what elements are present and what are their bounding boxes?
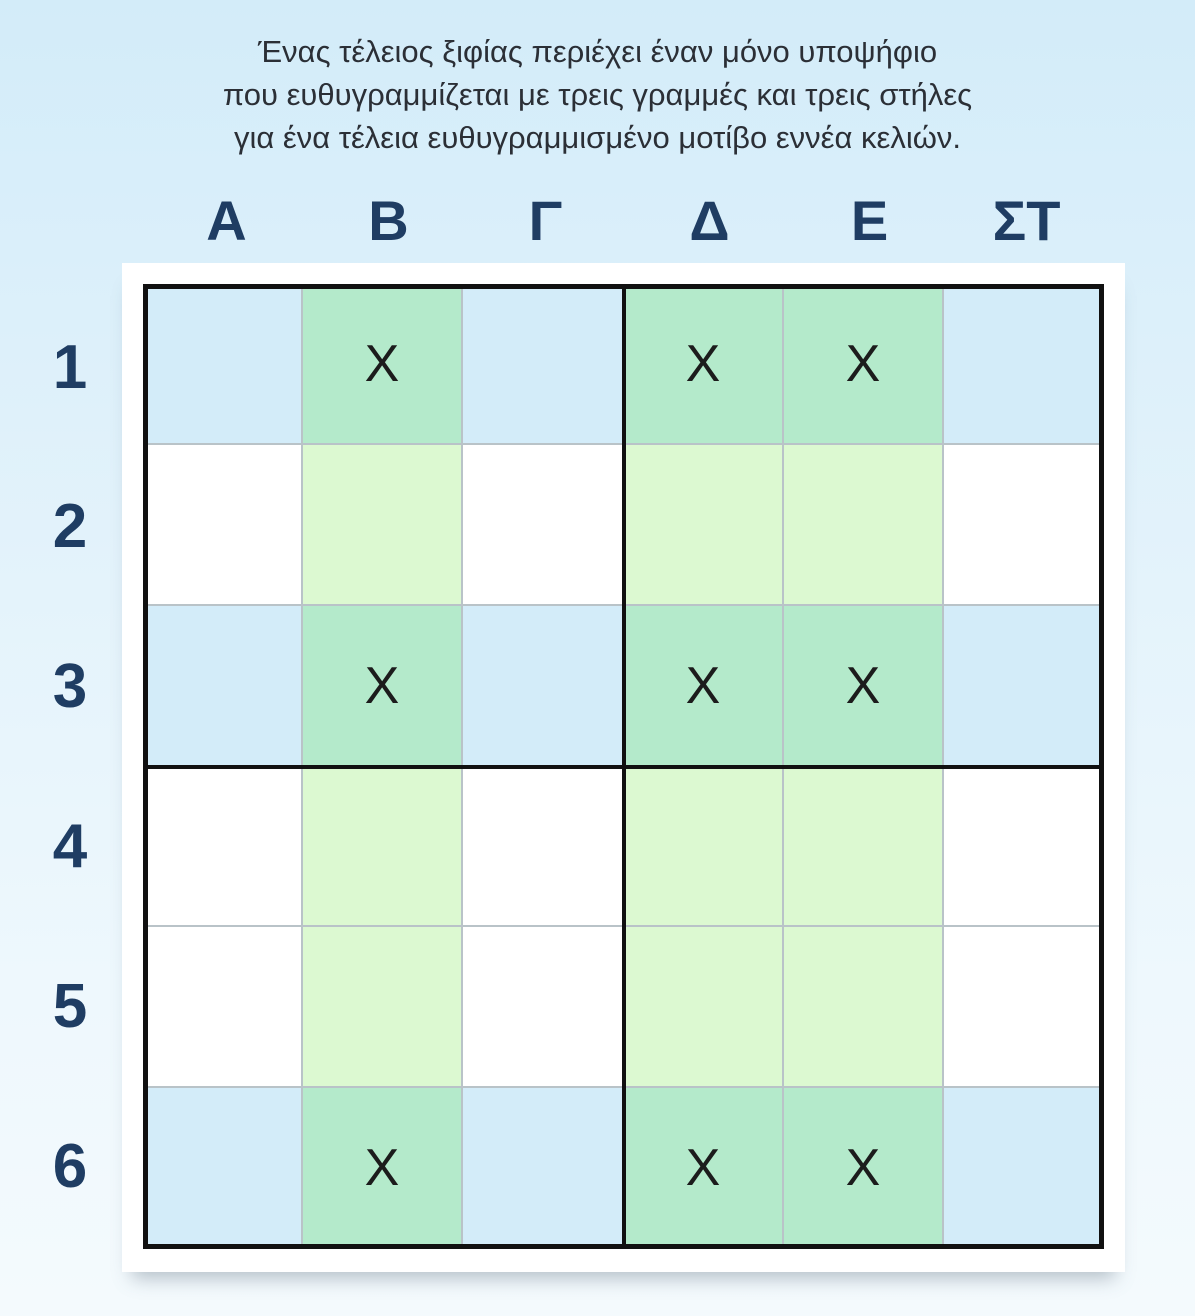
cell-r2-c[interactable] <box>463 445 624 606</box>
cell-r5-e[interactable] <box>784 927 944 1088</box>
cell-r6-e[interactable] <box>784 1088 944 1249</box>
cell-r3-a[interactable] <box>143 606 303 767</box>
sudoku-board <box>143 284 1104 1249</box>
candidate-mark: X <box>685 656 721 715</box>
cell-r1-a[interactable] <box>143 284 303 445</box>
cell-r6-a[interactable] <box>143 1088 303 1249</box>
cell-r5-f[interactable] <box>944 927 1104 1088</box>
column-header-c: Γ <box>528 189 563 252</box>
candidate-mark: X <box>685 334 721 393</box>
cell-r5-d[interactable] <box>624 927 784 1088</box>
cell-r4-f[interactable] <box>944 767 1104 927</box>
cell-r3-b[interactable] <box>303 606 463 767</box>
caption-line-1: Ένας τέλειος ξιφίας περιέχει έναν μόνο υποψήφιο <box>257 34 938 69</box>
caption-line-2: που ευθυγραμμίζεται με τρεις γραμμές και τρεις στήλες <box>222 77 973 112</box>
cell-r3-e[interactable] <box>784 606 944 767</box>
cell-r6-b[interactable] <box>303 1088 463 1249</box>
row-header-6: 6 <box>52 1132 88 1201</box>
cell-r3-f[interactable] <box>944 606 1104 767</box>
cell-r4-c[interactable] <box>463 767 624 927</box>
cell-r2-d[interactable] <box>624 445 784 606</box>
cell-r1-e[interactable] <box>784 284 944 445</box>
row-header-1: 1 <box>52 333 88 402</box>
cell-r2-b[interactable] <box>303 445 463 606</box>
candidate-mark: X <box>845 334 881 393</box>
caption-line-3: για ένα τέλεια ευθυγραμμισμένο μοτίβο εννέα κελιών. <box>233 120 962 155</box>
column-header-d: Δ <box>689 189 730 252</box>
row-header-3: 3 <box>52 652 88 721</box>
cell-r1-f[interactable] <box>944 284 1104 445</box>
candidate-mark: X <box>364 1138 400 1197</box>
cell-r6-d[interactable] <box>624 1088 784 1249</box>
column-header-a: Α <box>206 189 247 252</box>
candidate-mark: X <box>845 1138 881 1197</box>
cell-r4-a[interactable] <box>143 767 303 927</box>
cell-r4-d[interactable] <box>624 767 784 927</box>
cell-r5-a[interactable] <box>143 927 303 1088</box>
column-header-f: ΣΤ <box>992 189 1061 252</box>
candidate-mark: X <box>685 1138 721 1197</box>
cell-r4-b[interactable] <box>303 767 463 927</box>
cell-r1-c[interactable] <box>463 284 624 445</box>
candidate-mark: X <box>845 656 881 715</box>
cell-r2-f[interactable] <box>944 445 1104 606</box>
cell-r6-c[interactable] <box>463 1088 624 1249</box>
cell-r4-e[interactable] <box>784 767 944 927</box>
cell-r5-b[interactable] <box>303 927 463 1088</box>
cell-r3-c[interactable] <box>463 606 624 767</box>
cell-r6-f[interactable] <box>944 1088 1104 1249</box>
box-divider-horizontal <box>143 765 1104 769</box>
cell-r1-d[interactable] <box>624 284 784 445</box>
column-header-e: Ε <box>850 189 889 252</box>
cell-r1-b[interactable] <box>303 284 463 445</box>
row-header-2: 2 <box>52 492 88 561</box>
cell-r3-d[interactable] <box>624 606 784 767</box>
cell-r2-a[interactable] <box>143 445 303 606</box>
puzzle-caption <box>0 30 1195 159</box>
row-header-5: 5 <box>52 972 88 1041</box>
candidate-mark: X <box>364 656 400 715</box>
row-header-4: 4 <box>52 812 88 881</box>
cell-r2-e[interactable] <box>784 445 944 606</box>
cell-r5-c[interactable] <box>463 927 624 1088</box>
column-header-b: Β <box>368 189 409 252</box>
candidate-mark: X <box>364 334 400 393</box>
